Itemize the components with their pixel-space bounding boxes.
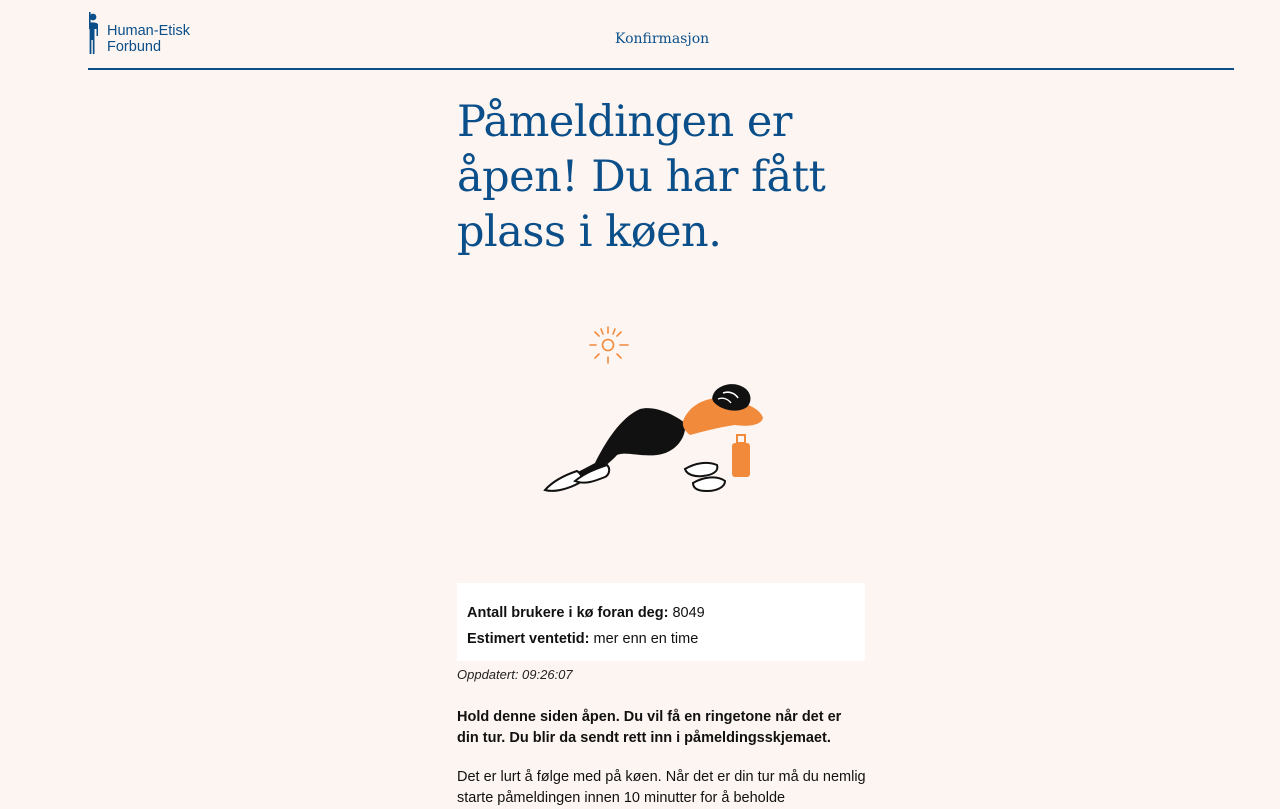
- queue-status-box: [457, 583, 865, 661]
- logo-text: [107, 23, 190, 55]
- queue-users-row: [467, 600, 855, 626]
- keep-open-notice: Hold denne siden åpen. Du vil få en ringetone når det er din tur. Du blir da sendt rett inn i påmeldingsskjemaet.: [457, 709, 842, 746]
- logo[interactable]: [88, 10, 190, 55]
- sun-icon: [590, 327, 628, 363]
- queue-wait-label: Estimert ventetid:: [467, 631, 590, 647]
- humanist-figure-icon: [88, 10, 102, 54]
- resting-person-illustration: [535, 323, 775, 518]
- logo-line1: Human-Etisk: [107, 23, 190, 39]
- queue-wait-value: mer enn en time: [593, 631, 699, 647]
- info-paragraph: Det er lurt å følge med på køen. Når det er din tur må du nemlig starte påmeldingen innen 10 minutter for å beholde: [457, 769, 866, 806]
- nav-link-konfirmasjon[interactable]: Konfirmasjon: [615, 31, 710, 47]
- page-title: Påmeldingen er åpen! Du har fått plass i køen.: [457, 97, 826, 257]
- queue-users-value: 8049: [672, 605, 705, 621]
- site-header: [88, 0, 1234, 70]
- updated-timestamp: Oppdatert: 09:26:07: [457, 667, 573, 682]
- queue-users-label: Antall brukere i kø foran deg:: [467, 605, 669, 621]
- main-content: [457, 95, 867, 806]
- logo-line2: Forbund: [107, 39, 162, 55]
- queue-wait-row: [467, 626, 855, 652]
